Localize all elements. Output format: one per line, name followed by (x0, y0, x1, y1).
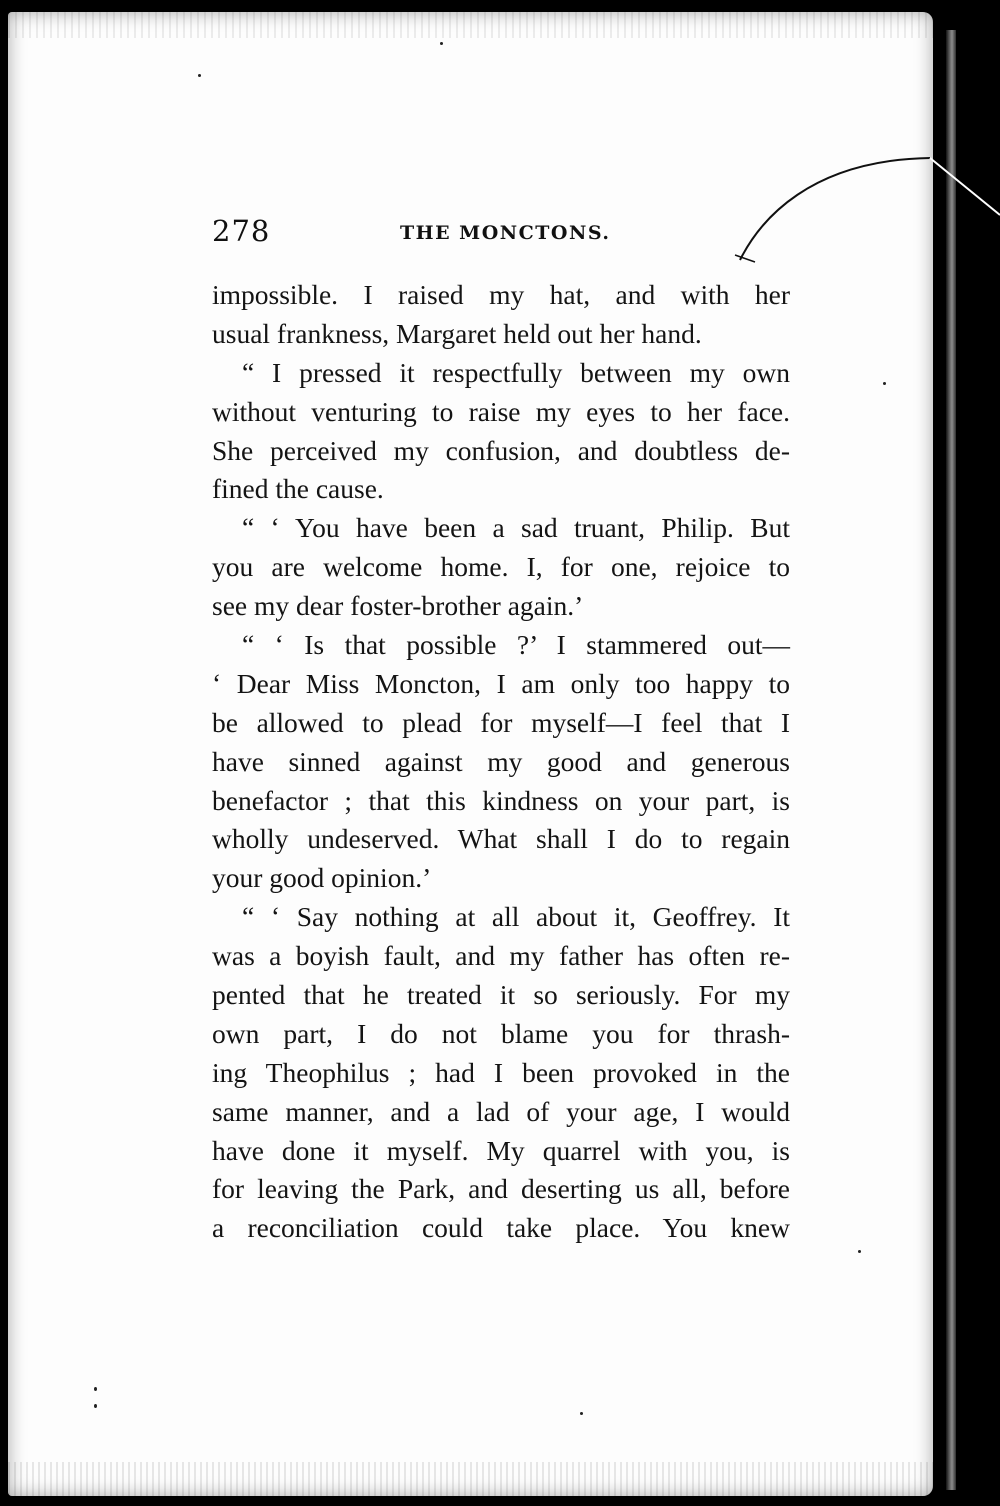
ink-speck (94, 1387, 97, 1391)
text-line: same manner, and a lad of your age, I would (212, 1095, 790, 1127)
ink-speck (858, 1250, 861, 1253)
ink-speck (580, 1412, 583, 1415)
text-line: “ I pressed it respectfully between my own (242, 356, 790, 388)
text-line: impossible. I raised my hat, and with her (212, 279, 790, 310)
text-line: a reconciliation could take place. You knew (212, 1212, 790, 1244)
ink-speck (440, 42, 443, 45)
text-line: have sinned against my good and generous (212, 745, 790, 777)
text-line: see my dear foster-brother again.’ (212, 590, 584, 622)
text-line: ing Theophilus ; had I been provoked in the (212, 1056, 790, 1088)
text-line: She perceived my confusion, and doubtless de- (212, 434, 790, 466)
text-line: without venturing to raise my eyes to her face. (212, 395, 790, 427)
ink-speck (883, 382, 886, 385)
text-line: was a boyish fault, and my father has often re- (212, 940, 790, 972)
ink-speck (198, 74, 201, 77)
text-line: wholly undeserved. What shall I do to regain (212, 823, 790, 855)
running-head: THE MONCTONS. (400, 222, 611, 244)
text-line: ‘ Dear Miss Moncton, I am only too happy to (212, 667, 790, 699)
text-line: pented that he treated it so seriously. For my (212, 979, 790, 1011)
text-line: usual frankness, Margaret held out her hand. (212, 317, 702, 349)
text-line: “ ‘ Is that possible ?’ I stammered out— (242, 629, 790, 661)
text-line: have done it myself. My quarrel with you, is (212, 1134, 790, 1166)
text-line: you are welcome home. I, for one, rejoice to (212, 551, 790, 583)
text-line: for leaving the Park, and deserting us all, before (212, 1173, 790, 1205)
text-line: benefactor ; that this kindness on your part, is (212, 784, 790, 816)
page-header (212, 214, 792, 254)
body-text (212, 276, 790, 1248)
text-line: fined the cause. (212, 473, 384, 505)
ink-speck (94, 1404, 97, 1408)
text-line: be allowed to plead for myself—I feel that I (212, 706, 790, 738)
text-line: “ ‘ Say nothing at all about it, Geoffrey. It (242, 901, 790, 933)
text-line: own part, I do not blame you for thrash- (212, 1017, 790, 1049)
page-bottom-edge-wear (8, 1462, 933, 1496)
page-number: 278 (212, 214, 271, 248)
text-line: your good opinion.’ (212, 862, 432, 894)
page-top-edge-wear (8, 12, 933, 38)
text-line: “ ‘ You have been a sad truant, Philip. But (242, 512, 790, 544)
